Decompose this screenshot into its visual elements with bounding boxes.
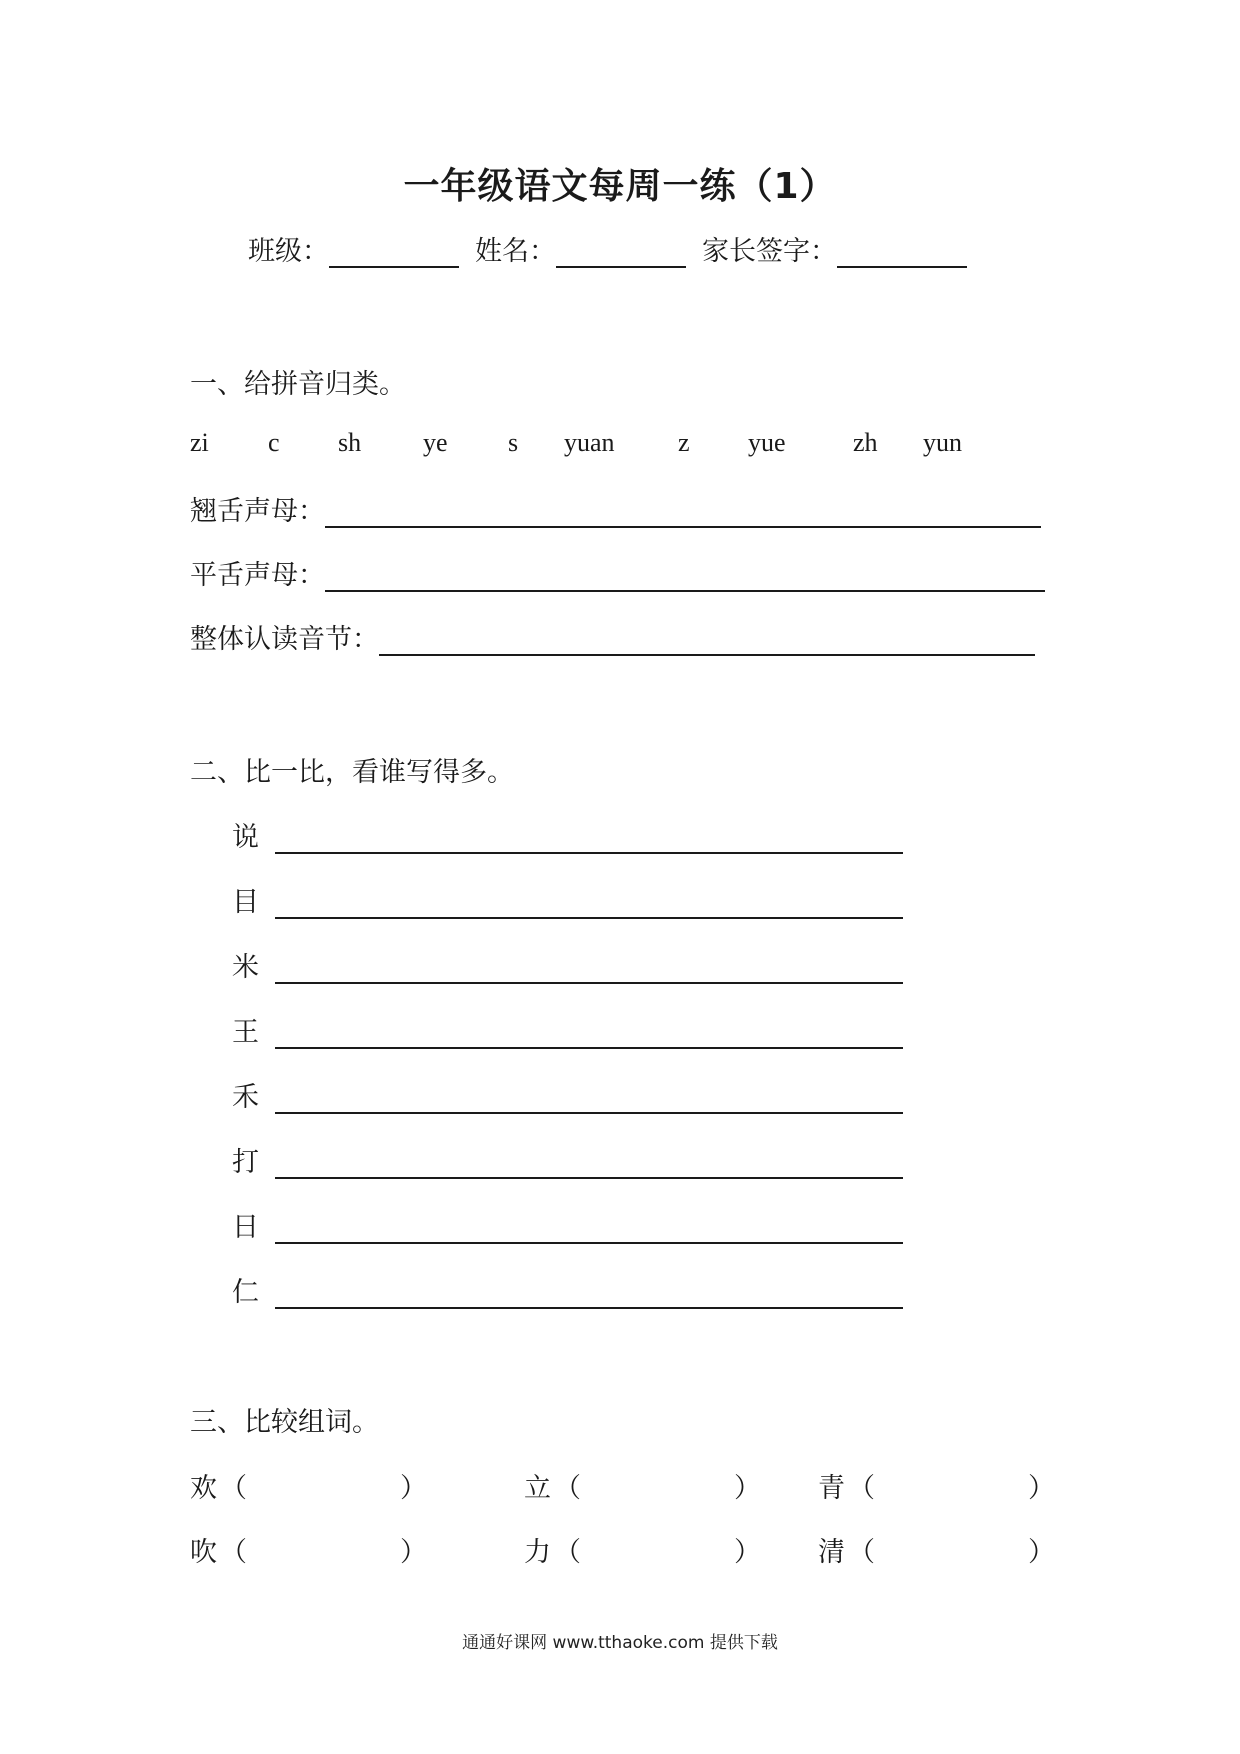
char-label: 米 [232,952,259,983]
pinyin-item: c [268,428,280,457]
footer-credit: 通通好课网 www.tthaoke.com 提供下载 [462,1633,778,1653]
whole-syllables-label: 整体认读音节： [190,624,379,655]
char-answer-field[interactable] [275,1277,903,1309]
flat-initials-row [190,552,1045,592]
char-row [232,814,903,854]
word-blank-open: （ [554,1473,581,1504]
pinyin-item: yun [923,428,962,457]
pinyin-item: yue [748,428,786,457]
char-answer-field[interactable] [275,822,903,854]
retroflex-initials-row [190,488,1041,528]
word-char: 立 [524,1473,551,1504]
word-char: 清 [818,1537,845,1568]
char-label: 仁 [232,1277,259,1308]
whole-syllables-field[interactable] [379,624,1035,656]
char-row [232,879,903,919]
word-blank-close: ） [400,1537,427,1568]
word-blank-close: ） [1028,1473,1055,1504]
word-blank-open: （ [220,1537,247,1568]
word-row [190,1530,1090,1570]
pinyin-item: sh [338,428,362,457]
whole-syllables-row [190,616,1035,656]
char-row [232,1204,903,1244]
word-char: 吹 [190,1537,217,1568]
section1-heading: 一、给拼音归类。 [190,369,406,400]
flat-initials-label: 平舌声母： [190,560,325,591]
char-answer-field[interactable] [275,1212,903,1244]
pinyin-item: zi [190,428,209,457]
char-row [232,944,903,984]
word-blank-close: ） [400,1473,427,1504]
pinyin-item: zh [853,428,878,457]
char-answer-field[interactable] [275,1017,903,1049]
word-char: 力 [524,1537,551,1568]
char-row [232,1074,903,1114]
student-info-row [248,228,983,268]
char-answer-field[interactable] [275,1147,903,1179]
name-field[interactable] [556,236,686,268]
word-blank-close: ） [1028,1537,1055,1568]
pinyin-item: z [678,428,690,457]
char-label: 王 [232,1017,259,1048]
pinyin-item: ye [423,428,448,457]
word-blank-open: （ [848,1537,875,1568]
section3-heading: 三、比较组词。 [190,1407,379,1438]
pinyin-item: yuan [564,428,615,457]
word-row [190,1466,1090,1506]
retroflex-initials-field[interactable] [325,496,1041,528]
char-row [232,1139,903,1179]
word-blank-open: （ [848,1473,875,1504]
char-label: 目 [232,887,259,918]
word-char: 欢 [190,1473,217,1504]
char-label: 日 [232,1212,259,1243]
char-row [232,1009,903,1049]
char-row [232,1269,903,1309]
char-label: 打 [232,1147,259,1178]
parent-signature-field[interactable] [837,236,967,268]
char-answer-field[interactable] [275,887,903,919]
word-blank-close: ） [734,1537,761,1568]
char-label: 说 [232,822,259,853]
retroflex-initials-label: 翘舌声母： [190,496,325,527]
parent-signature-label: 家长签字： [702,236,837,267]
flat-initials-field[interactable] [325,560,1045,592]
pinyin-list [190,428,1090,464]
word-char: 青 [818,1473,845,1504]
name-label: 姓名： [475,236,556,267]
class-label: 班级： [248,236,329,267]
word-blank-open: （ [554,1537,581,1568]
section2-heading: 二、比一比，看谁写得多。 [190,757,514,788]
char-answer-field[interactable] [275,952,903,984]
page-title: 一年级语文每周一练（1） [403,166,837,207]
char-label: 禾 [232,1082,259,1113]
pinyin-item: s [508,428,519,457]
word-blank-close: ） [734,1473,761,1504]
char-answer-field[interactable] [275,1082,903,1114]
class-field[interactable] [329,236,459,268]
word-blank-open: （ [220,1473,247,1504]
